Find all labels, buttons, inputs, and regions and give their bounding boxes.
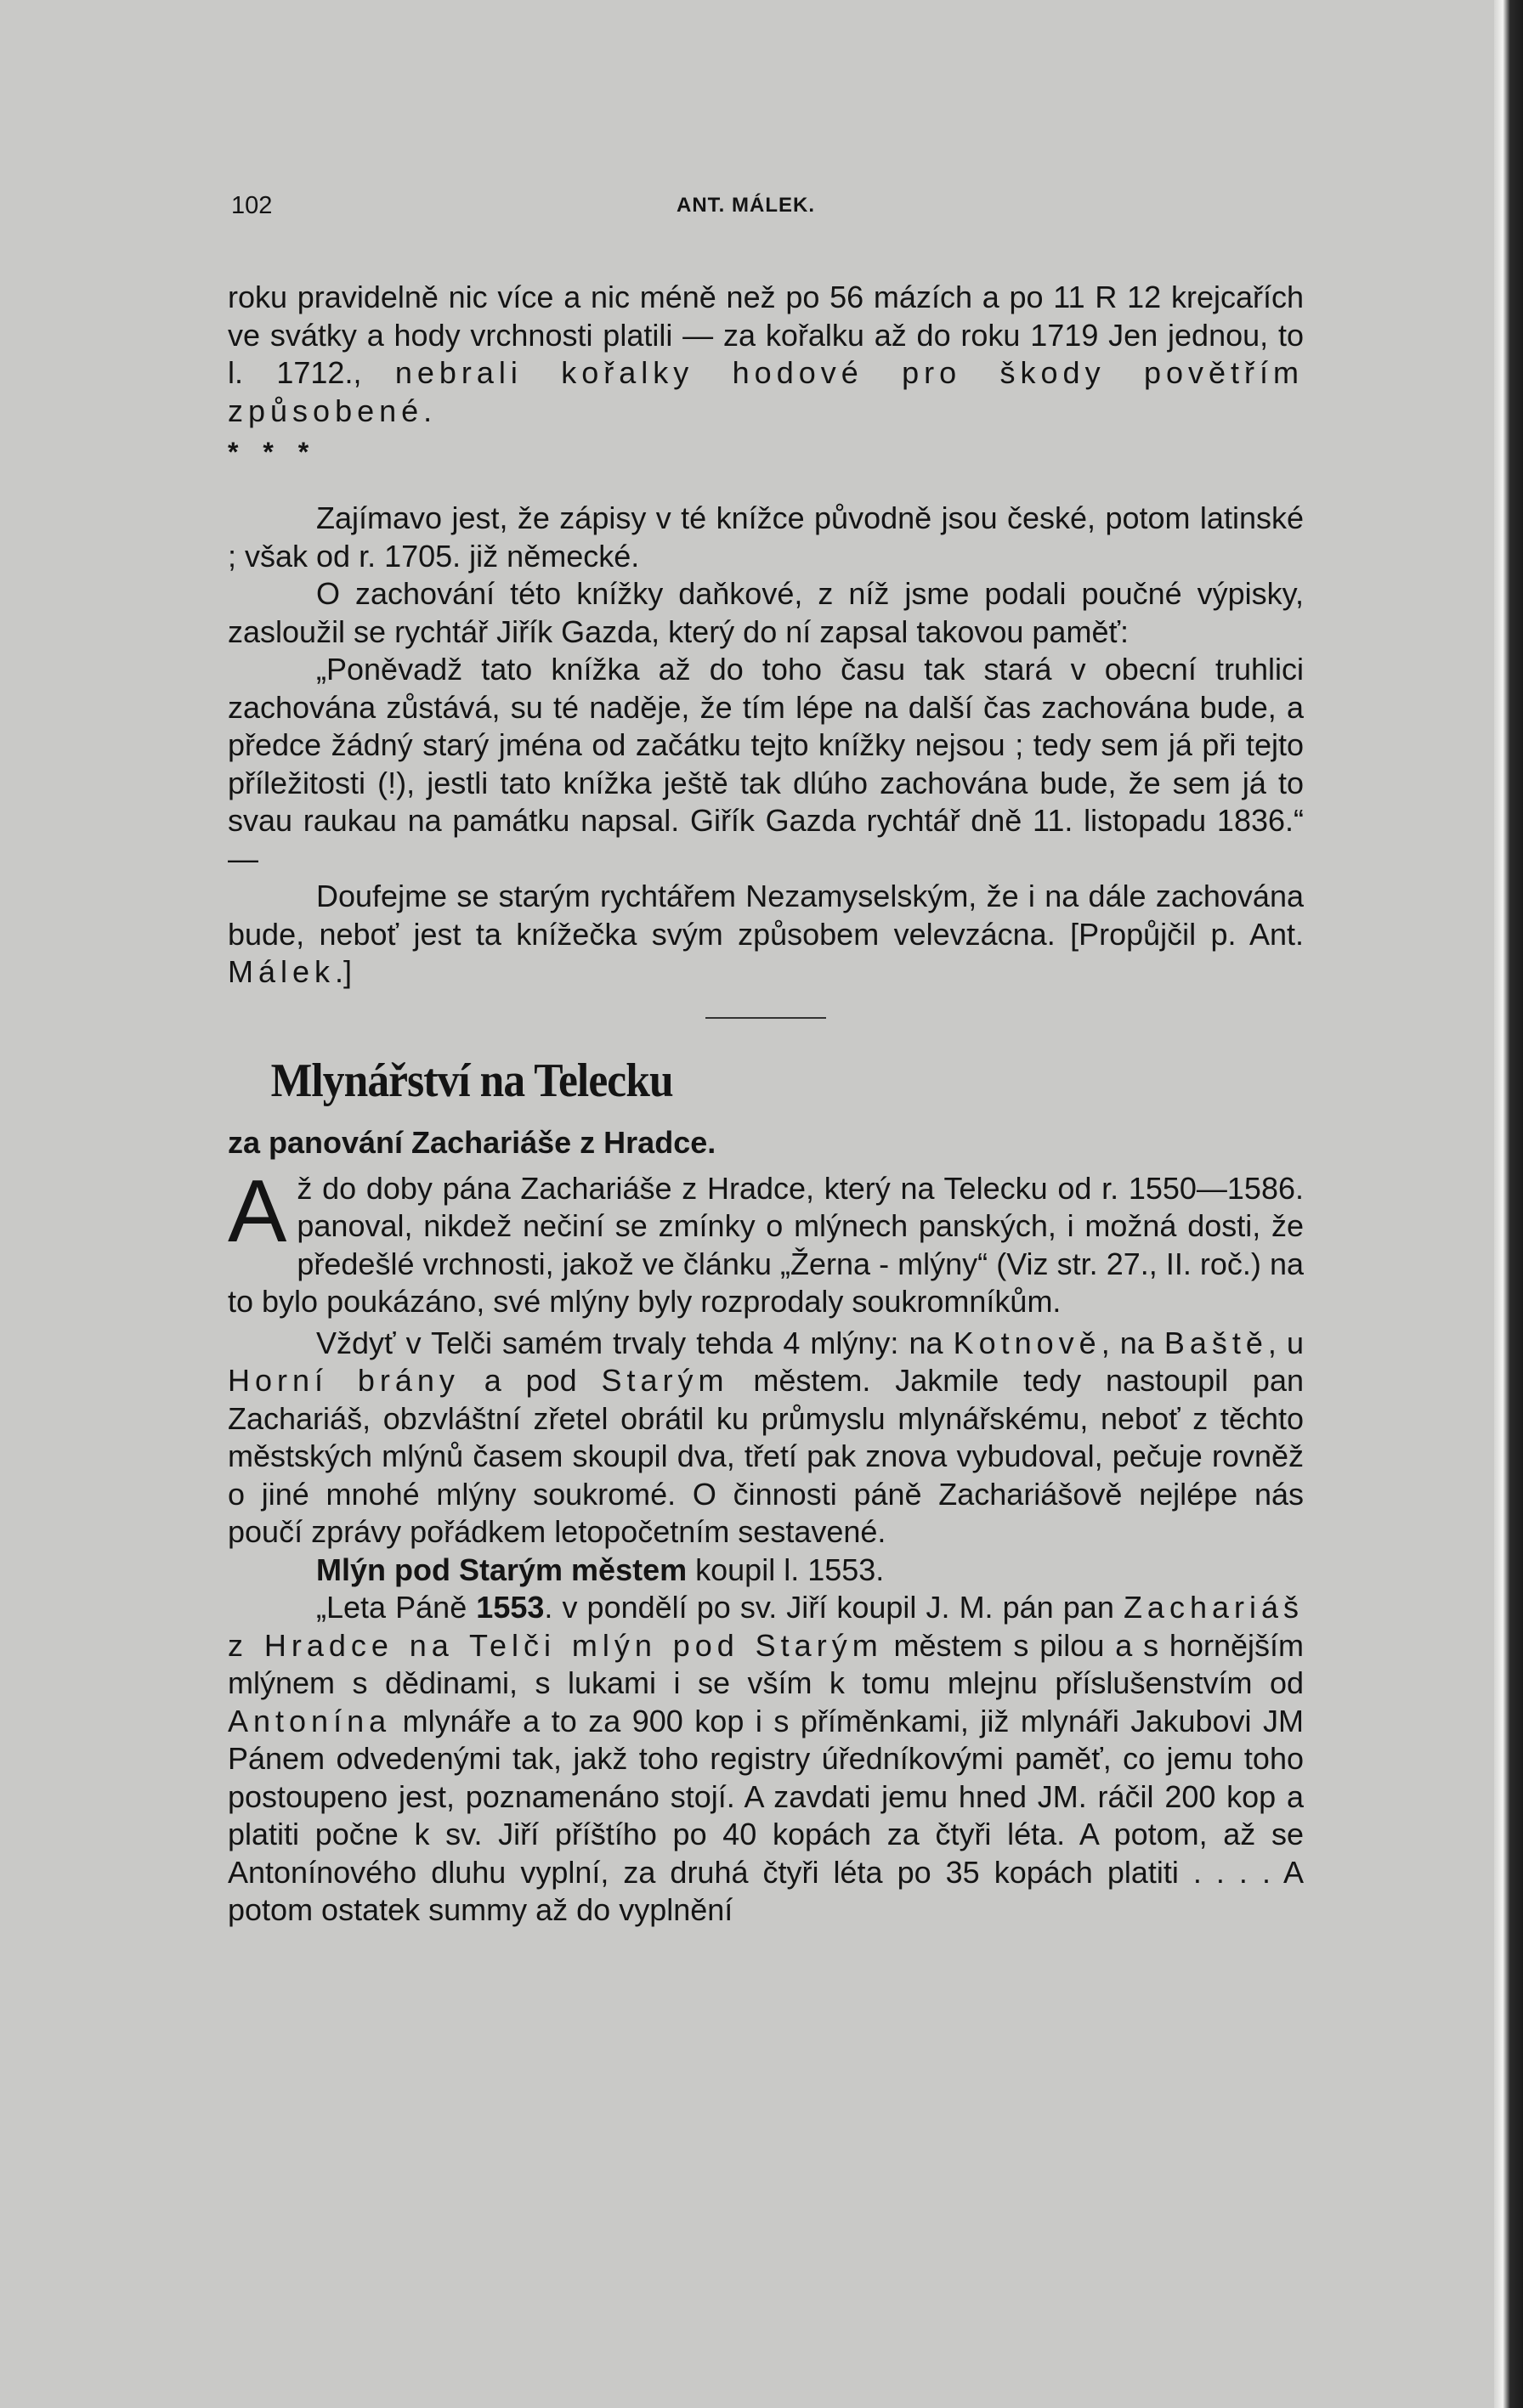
article-subtitle: za panování Zachariáše z Hradce. [228, 1124, 716, 1160]
text-span: .] [335, 954, 353, 989]
text-span: ž do doby pána Zachariáše z Hradce, který na Telecku od r. 1550—1586. panoval, nikdež nečiní se zmínky o mlýnech panských, i možná dosti, že předešlé vrchnosti, jakož ve článku „Žerna - mlýny“ (Viz str. 27., II. roč.) na to bylo poukázáno, své mlýny byly rozprodaly soukromníkům. [228, 1170, 1304, 1319]
section-separator: * * * [228, 437, 318, 467]
text-span: mlynáře a to za 900 kop i s příměnkami, již mlynáři Jakubovi JM Pánem odvedenými tak, jakž toho registry úředníkovými paměť, co jemu toho postoupeno jest, poznamenáno stojí. A zavdati jemu hned JM. ráčil 200 kop a platiti počne k sv. Jiří příštího po 40 kopách za čtyři léta. A potom, až se Antonínového dluhu vyplní, za druhá čtyři léta po 35 kopách platiti . . . . A potom ostatek summy až do vyplnění [228, 1703, 1304, 1927]
spaced-text: nebrali kořalky hodové pro škody povětřím způsobené. [228, 355, 1304, 428]
spaced-text: Antonína [228, 1703, 392, 1738]
mill-name-kotnov: Kotnově [953, 1325, 1101, 1360]
text-span: Doufejme se starým rychtářem Nezamyselským, že i na dále zachována bude, neboť jest ta knížečka svým způsobem velevzácna. [Propůjčil p. Ant. [228, 879, 1304, 952]
text-span: Vždyť v Telči samém trvaly tehda 4 mlýny: na [316, 1325, 954, 1360]
body-text [228, 279, 1304, 1930]
paragraph-intro-4: „Poněvadž tato knížka až do toho času tak stará v obecní truhlici zachována zůstává, su té naděje, že tím lépe na další čas zachována bude, a předce žádný starý jména od začátku tejto knížky nejsou ; tedy sem já při tejto příležitosti (!), jestli tato knížka ještě tak dlúho zachována bude, že sem já to svau raukau na památku napsal. Giřík Gazda rychtář dně 11. listopadu 1836.“ — [228, 652, 1304, 876]
paragraph-intro-1 [228, 279, 1304, 430]
text-span: , u [1267, 1325, 1304, 1360]
article-paragraph-4 [228, 1589, 1304, 1930]
text-span: . v pondělí po sv. Jiří koupil J. M. pán pan [544, 1590, 1124, 1625]
article-paragraph-2 [228, 1325, 1304, 1552]
text-span: „Leta Páně [316, 1590, 477, 1625]
mill-name-stary: Starým [601, 1363, 729, 1398]
book-page [228, 0, 1304, 2408]
mill-name-horni-brana: Horní brány [228, 1363, 460, 1398]
year-bold: 1553 [476, 1590, 545, 1625]
running-title: ANT. MÁLEK. [677, 194, 815, 217]
paragraph-intro-5 [228, 878, 1304, 992]
paragraph-intro-3: O zachování této knížky daňkové, z níž jsme podali poučné výpisky, zasloužil se rychtář Jiřík Gazda, který do ní zapsal takovou paměť: [228, 576, 1304, 649]
mill-name-basta: Baště [1163, 1325, 1268, 1360]
text-span: městem. Jakmile tedy nastoupil pan Zachariáš, obzvláštní zřetel obrátil ku průmyslu mlynářskému, neboť z těchto městských mlýnů časem skoupil dva, třetí pak znova vybudoval, pečuje rovněž o jiné mnohé mlýny soukromé. O činnosti páně Zachariášově nejlépe nás poučí zprávy pořádkem letopočetním sestavené. [228, 1363, 1304, 1549]
drop-cap: A [228, 1162, 287, 1261]
author-name: Málek [228, 954, 336, 989]
article-paragraph-3 [228, 1552, 1304, 1590]
text-span: městem s pilou a s hornějším mlýnem s dědinami, s lukami i se vším k tomu mlejnu příslušenstvím od [228, 1627, 1304, 1700]
running-head [228, 192, 1304, 226]
scan-edge [1494, 0, 1523, 2408]
article-title: Mlynářství na Telecku [270, 1054, 673, 1107]
text-span: , na [1101, 1325, 1164, 1360]
text-span: koupil l. 1553. [687, 1552, 885, 1587]
section-heading-inline: Mlýn pod Starým městem [316, 1552, 688, 1587]
text-span: a pod [459, 1363, 602, 1398]
article-paragraph-1 [228, 1162, 1304, 1321]
text-span: roku pravidelně nic více a nic méně než po 56 mázích a po 11 R 12 krejcařích ve svátky a hody vrchnosti platili — za kořalku až do roku 1719 Jen jednou, to l. 1712., [228, 280, 1304, 390]
paragraph-intro-2: Zajímavo jest, že zápisy v té knížce původně jsou české, potom latinské ; však od r. 1705. již německé. [228, 500, 1304, 574]
spaced-text: Zachariáš z Hradce na Telči mlýn pod Starým [228, 1590, 1304, 1663]
page-number: 102 [231, 192, 273, 219]
divider-rule [705, 1017, 826, 1019]
